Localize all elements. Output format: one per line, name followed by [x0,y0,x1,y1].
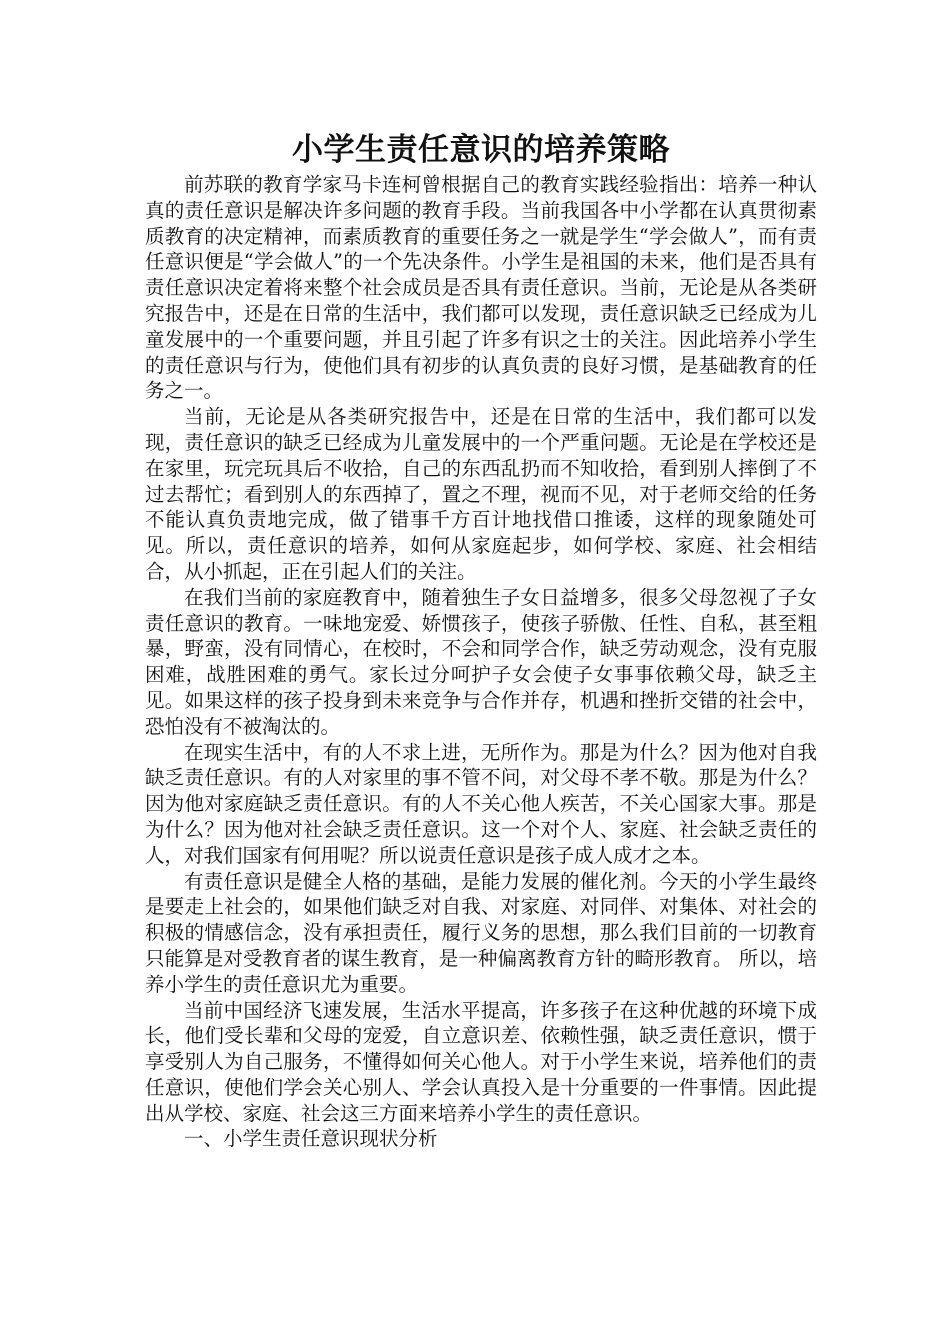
paragraph-4: 在现实生活中，有的人不求上进，无所作为。那是为什么？因为他对自我缺乏责任意识。有的人对家里的事不管不问，对父母不孝不敬。那是为什么？因为他对家庭缺乏责任意识。有的人不关心他人疾苦，不关心国家大事。那是为什么？因为他对社会缺乏责任意识。这一个对个人、家庭、社会缺乏责任的人，对我们国家有何用呢？所以说责任意识是孩子成人成才之本。 [145,740,817,867]
document-title: 小学生责任意识的培养策略 [292,132,670,168]
paragraph-5: 有责任意识是健全人格的基础，是能力发展的催化剂。今天的小学生最终是要走上社会的，如果他们缺乏对自我、对家庭、对同伴、对集体、对社会的积极的情感信念，没有承担责任，履行义务的思想，那么我们目前的一切教育只能算是对受教育者的谋生教育，是一种偏离教育方针的畸形教育。 所以，培养小学生的责任意识尤为重要。 [145,869,817,996]
paragraph-6: 当前中国经济飞速发展，生活水平提高，许多孩子在这种优越的环境下成长，他们受长辈和父母的宠爱，自立意识差、依赖性强，缺乏责任意识，惯于享受别人为自己服务，不懂得如何关心他人。对于小学生来说，培养他们的责任意识，使他们学会关心别人、学会认真投入是十分重要的一件事情。因此提出从学校、家庭、社会这三方面来培养小学生的责任意识。 [145,998,817,1125]
section-heading-1: 一、小学生责任意识现状分析 [184,1127,438,1151]
document-page [145,128,817,1152]
paragraph-1: 前苏联的教育学家马卡连柯曾根据自己的教育实践经验指出：培养一种认真的责任意识是解决许多问题的教育手段。当前我国各中小学都在认真贯彻素质教育的决定精神，而素质教育的重要任务之一就是学生“学会做人”，而有责任意识便是“学会做人”的一个先决条件。小学生是祖国的未来，他们是否具有责任意识决定着将来整个社会成员是否具有责任意识。当前，无论是从各类研究报告中，还是在日常的生活中，我们都可以发现，责任意识缺乏已经成为儿童发展中的一个重要问题，并且引起了许多有识之士的关注。因此培养小学生的责任意识与行为，使他们具有初步的认真负责的良好习惯，是基础教育的任务之一。 [145,173,817,403]
paragraph-2: 当前，无论是从各类研究报告中，还是在日常的生活中，我们都可以发现，责任意识的缺乏已经成为儿童发展中的一个严重问题。无论是在学校还是在家里，玩完玩具后不收拾，自己的东西乱扔而不知收拾，看到别人摔倒了不过去帮忙；看到别人的东西掉了，置之不理，视而不见，对于老师交给的任务不能认真负责地完成，做了错事千方百计地找借口推诿，这样的现象随处可见。所以，责任意识的培养，如何从家庭起步，如何学校、家庭、社会相结合，从小抓起，正在引起人们的关注。 [145,405,817,583]
paragraph-3: 在我们当前的家庭教育中，随着独生子女日益增多，很多父母忽视了子女责任意识的教育。一味地宠爱、娇惯孩子，使孩子骄傲、任性、自私，甚至粗暴，野蛮，没有同情心，在校时，不会和同学合作，缺乏劳动观念，没有克服困难，战胜困难的勇气。家长过分呵护子女会使子女事事依赖父母，缺乏主见。如果这样的孩子投身到未来竞争与合作并存，机遇和挫折交错的社会中，恐怕没有不被淘汰的。 [145,585,817,738]
